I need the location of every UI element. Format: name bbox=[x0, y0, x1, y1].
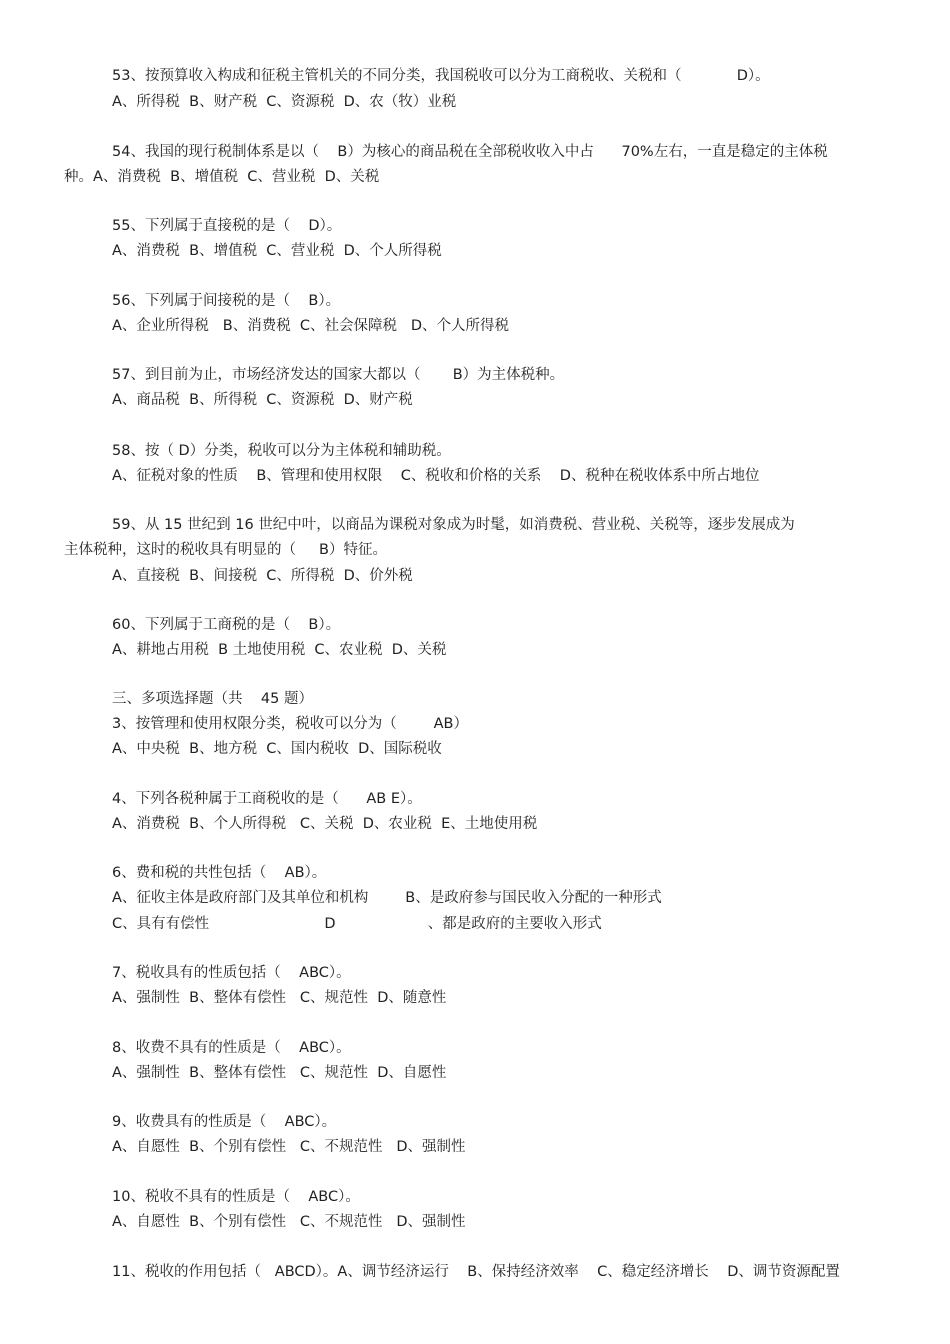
question-54-stem-continued: 种。A、消费税 B、增值税 C、营业税 D、关税 bbox=[64, 169, 380, 185]
question-58-options: A、征税对象的性质 B、管理和使用权限 C、税收和价格的关系 D、税种在税收体系中所占地位 bbox=[112, 468, 760, 484]
question-54-stem: 54、我国的现行税制体系是以（ B）为核心的商品税在全部税收收入中占 70%左右，一直是稳定的主体税 bbox=[112, 144, 828, 160]
question-3-stem: 3、按管理和使用权限分类，税收可以分为（ AB） bbox=[112, 716, 468, 732]
question-55-options: A、消费税 B、增值税 C、营业税 D、个人所得税 bbox=[112, 243, 442, 259]
question-7-options: A、强制性 B、整体有偿性 C、规范性 D、随意性 bbox=[112, 990, 447, 1006]
question-58-stem: 58、按（ D）分类，税收可以分为主体税和辅助税。 bbox=[112, 443, 451, 459]
question-6-stem: 6、费和税的共性包括（ AB）。 bbox=[112, 865, 327, 881]
question-57-options: A、商品税 B、所得税 C、资源税 D、财产税 bbox=[112, 392, 413, 408]
question-4-stem: 4、下列各税种属于工商税收的是（ AB E）。 bbox=[112, 791, 422, 807]
question-56-options: A、企业所得税 B、消费税 C、社会保障税 D、个人所得税 bbox=[112, 318, 510, 334]
question-9-stem: 9、收费具有的性质是（ ABC）。 bbox=[112, 1114, 337, 1130]
question-10-options: A、自愿性 B、个别有偿性 C、不规范性 D、强制性 bbox=[112, 1214, 466, 1230]
question-60-options: A、耕地占用税 B 土地使用税 C、农业税 D、关税 bbox=[112, 642, 447, 658]
question-59-stem: 59、从 15 世纪到 16 世纪中叶，以商品为课税对象成为时髦，如消费税、营业税、关税等，逐步发展成为 bbox=[112, 517, 795, 533]
question-11-stem-and-options: 11、税收的作用包括（ ABCD）。A、调节经济运行 B、保持经济效率 C、稳定经济增长 D、调节资源配置 bbox=[112, 1264, 840, 1280]
section-heading: 三、多项选择题（共 45 题） bbox=[112, 691, 313, 707]
question-60-stem: 60、下列属于工商税的是（ B）。 bbox=[112, 617, 341, 633]
question-4-options: A、消费税 B、个人所得税 C、关税 D、农业税 E、土地使用税 bbox=[112, 816, 538, 832]
question-7-stem: 7、税收具有的性质包括（ ABC）。 bbox=[112, 965, 351, 981]
question-3-options: A、中央税 B、地方税 C、国内税收 D、国际税收 bbox=[112, 741, 442, 757]
question-59-stem-continued: 主体税种，这时的税收具有明显的（ B）特征。 bbox=[64, 542, 387, 558]
question-8-options: A、强制性 B、整体有偿性 C、规范性 D、自愿性 bbox=[112, 1065, 447, 1081]
question-8-stem: 8、收费不具有的性质是（ ABC）。 bbox=[112, 1040, 351, 1056]
question-55-stem: 55、下列属于直接税的是（ D）。 bbox=[112, 218, 342, 234]
question-59-options: A、直接税 B、间接税 C、所得税 D、价外税 bbox=[112, 568, 413, 584]
question-53-stem: 53、按预算收入构成和征税主管机关的不同分类，我国税收可以分为工商税收、关税和（ D）。 bbox=[112, 68, 770, 84]
question-10-stem: 10、税收不具有的性质是（ ABC）。 bbox=[112, 1189, 360, 1205]
question-6-options-row1: A、征收主体是政府部门及其单位和机构 B、是政府参与国民收入分配的一种形式 bbox=[112, 890, 662, 906]
question-53-options: A、所得税 B、财产税 C、资源税 D、农（牧）业税 bbox=[112, 94, 457, 110]
question-56-stem: 56、下列属于间接税的是（ B）。 bbox=[112, 293, 341, 309]
question-57-stem: 57、到目前为止，市场经济发达的国家大都以（ B）为主体税种。 bbox=[112, 367, 565, 383]
question-6-options-row2: C、具有有偿性 D 、都是政府的主要收入形式 bbox=[112, 916, 602, 932]
question-9-options: A、自愿性 B、个别有偿性 C、不规范性 D、强制性 bbox=[112, 1139, 466, 1155]
